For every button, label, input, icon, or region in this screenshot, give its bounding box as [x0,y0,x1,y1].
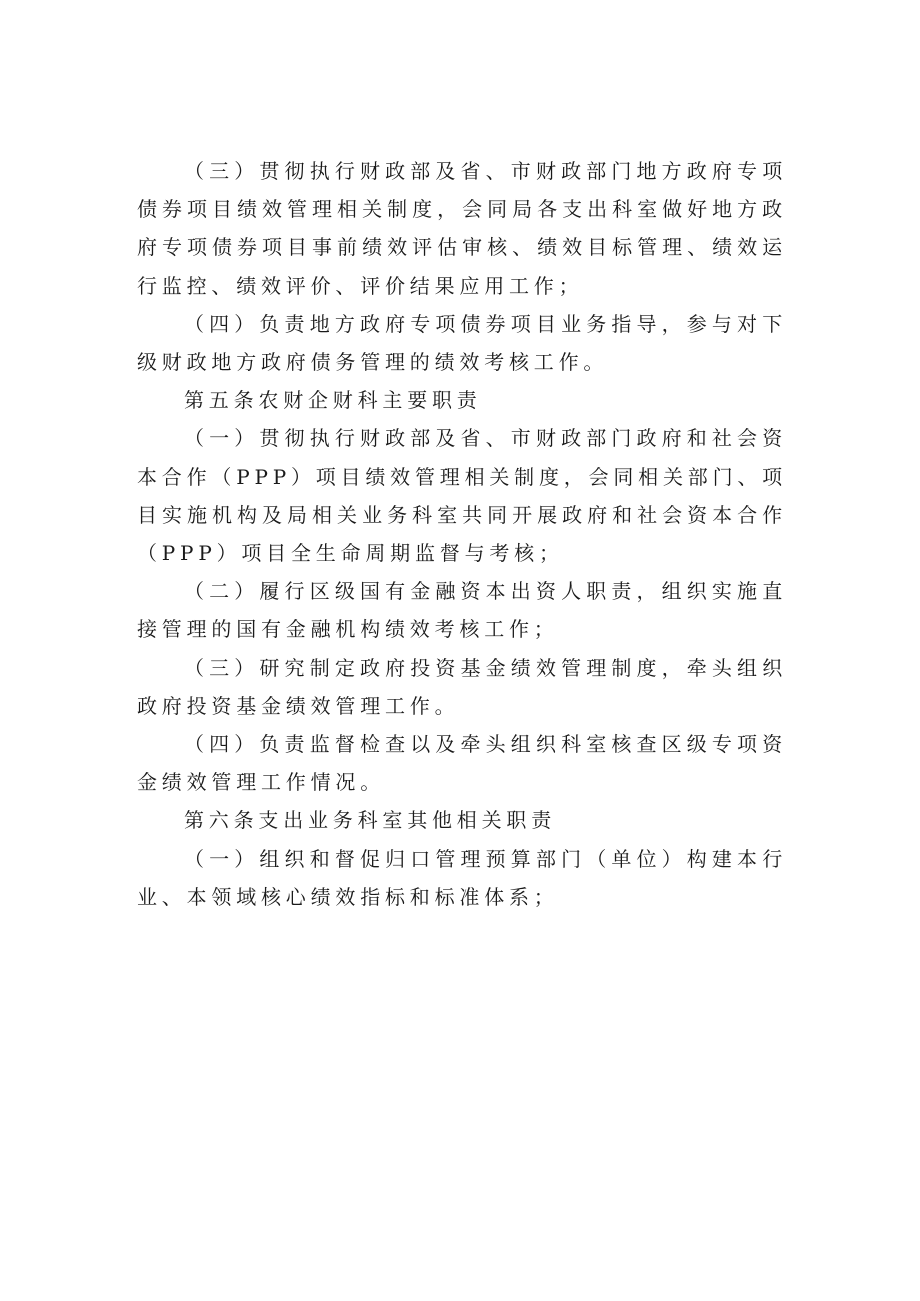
article-5-heading: 第五条农财企财科主要职责 [184,388,482,413]
paragraph-investment-fund: （三）研究制定政府投资基金绩效管理制度，牵头组织政府投资基金绩效管理工作。 [137,655,787,718]
paragraph-supervision-inspection: （四）负责监督检查以及牵头组织科室核查区级专项资金绩效管理工作情况。 [137,732,787,795]
article-6-heading: 第六条支出业务科室其他相关职责 [184,808,556,833]
paragraph-financial-capital: （二）履行区级国有金融资本出资人职责，组织实施直接管理的国有金融机构绩效考核工作； [137,579,787,642]
paragraph-special-bond-performance-management: （三）贯彻执行财政部及省、市财政部门地方政府专项债券项目绩效管理相关制度，会同局各支出科室做好地方政府专项债券项目事前绩效评估审核、绩效目标管理、绩效运行监控、绩效评价、评价结果应用工作； [137,159,787,298]
paragraph-special-bond-guidance: （四）负责地方政府专项债券项目业务指导，参与对下级财政地方政府债务管理的绩效考核工作。 [137,311,787,375]
paragraph-ppp-performance: （一）贯彻执行财政部及省、市财政部门政府和社会资本合作（PPP）项目绩效管理相关制度，会同相关部门、项目实施机构及局相关业务科室共同开展政府和社会资本合作（PPP）项目全生命周期监督与考核； [137,426,787,566]
paragraph-indicator-system: （一）组织和督促归口管理预算部门（单位）构建本行业、本领域核心绩效指标和标准体系； [137,846,787,909]
document-body [137,152,787,916]
